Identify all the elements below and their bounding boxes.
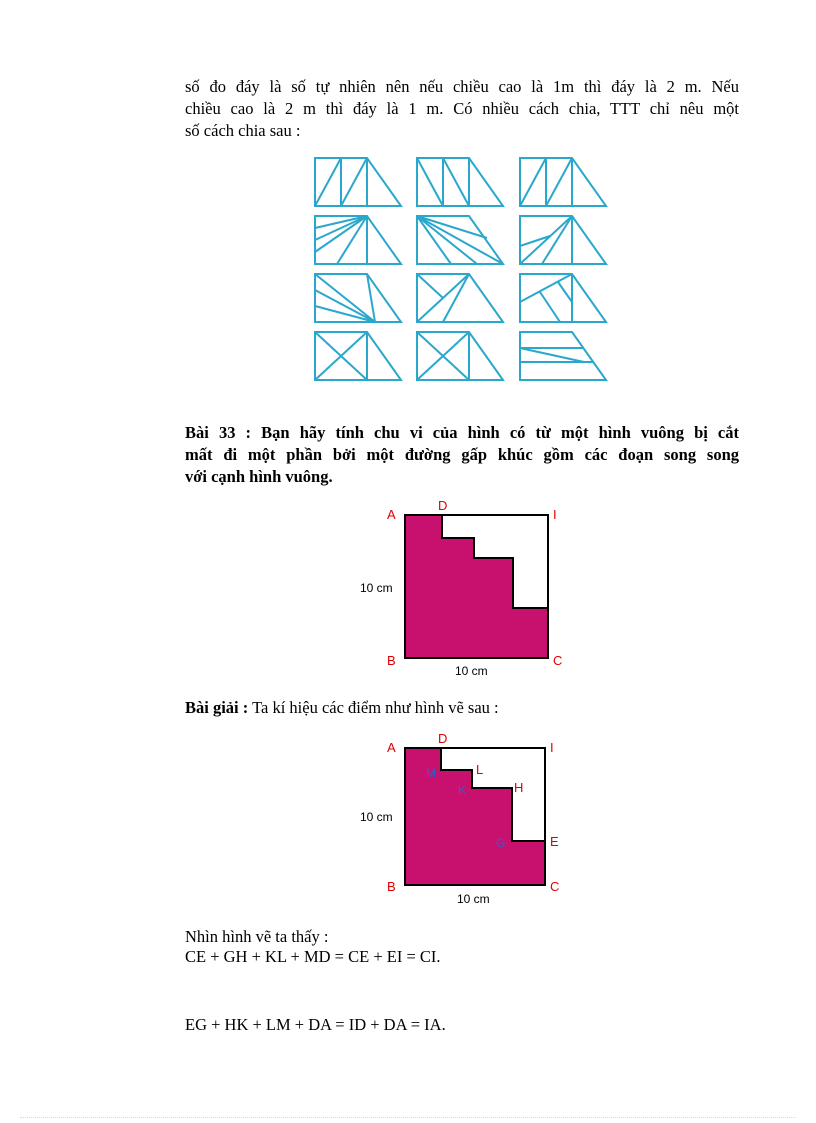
label-B: B [387,653,396,668]
trapezoid-8 [417,274,503,322]
label-M: M [426,766,436,780]
conclusion-line-1: Nhìn hình vẽ ta thấy : [185,927,329,946]
trapezoid-12 [520,332,606,380]
label-A: A [387,507,396,522]
trapezoid-10 [315,332,401,380]
trapezoid-6 [520,216,606,264]
intro-line-1: số đo đáy là số tự nhiên nên nếu chiều cao là 1m thì đáy là 2 m. Nếu [185,77,739,96]
label-B: B [387,879,396,894]
problem-title: Bài 33 : [185,423,252,442]
label-C: C [553,653,563,668]
problem-line-1: Bài 33 : Bạn hãy tính chu vi của hình có từ một hình vuông bị cắt [185,423,740,442]
bottom-length-label: 10 cm [455,664,488,678]
trapezoid-division-grid [300,150,620,385]
trapezoid-4 [315,216,401,264]
side-length-label: 10 cm [360,810,393,824]
label-C: C [550,879,560,894]
problem-line-2: mất đi một phần bởi một đường gấp khúc gồm các đoạn song song [185,445,739,464]
conclusion-line-3: EG + HK + LM + DA = ID + DA = IA. [185,1015,446,1034]
problem-line-3: với cạnh hình vuông. [185,467,333,486]
label-A: A [387,740,396,755]
trapezoid-11 [417,332,503,380]
trapezoid-7 [315,274,401,322]
trapezoid-2 [417,158,503,206]
label-G: G [496,836,506,850]
label-D: D [438,731,448,746]
page-footer-divider [20,1117,796,1118]
label-H: H [514,780,524,795]
label-L: L [476,762,484,777]
label-E: E [550,834,559,849]
trapezoid-1 [315,158,401,206]
figure-2-labeled-square [350,728,580,913]
intro-line-3: số cách chia sau : [185,121,301,140]
figure-1-square [350,495,580,680]
trapezoid-5 [417,216,503,264]
intro-paragraph [185,76,739,142]
bottom-length-label: 10 cm [457,892,490,906]
solution-heading [185,697,499,719]
label-I: I [553,507,557,522]
trapezoid-9 [520,274,606,322]
solution-title: Bài giải : [185,698,249,717]
side-length-label: 10 cm [360,581,393,595]
label-D: D [438,498,448,513]
label-K: K [458,783,467,797]
problem-statement [185,422,739,488]
solution-text: Ta kí hiệu các điểm như hình vẽ sau : [252,698,499,717]
intro-line-2: chiều cao là 2 m thì đáy là 1 m. Có nhiều cách chia, TTT chỉ nêu một [185,99,739,118]
conclusion-line-2: CE + GH + KL + MD = CE + EI = CI. [185,947,441,966]
label-I: I [550,740,554,755]
trapezoid-3 [520,158,606,206]
